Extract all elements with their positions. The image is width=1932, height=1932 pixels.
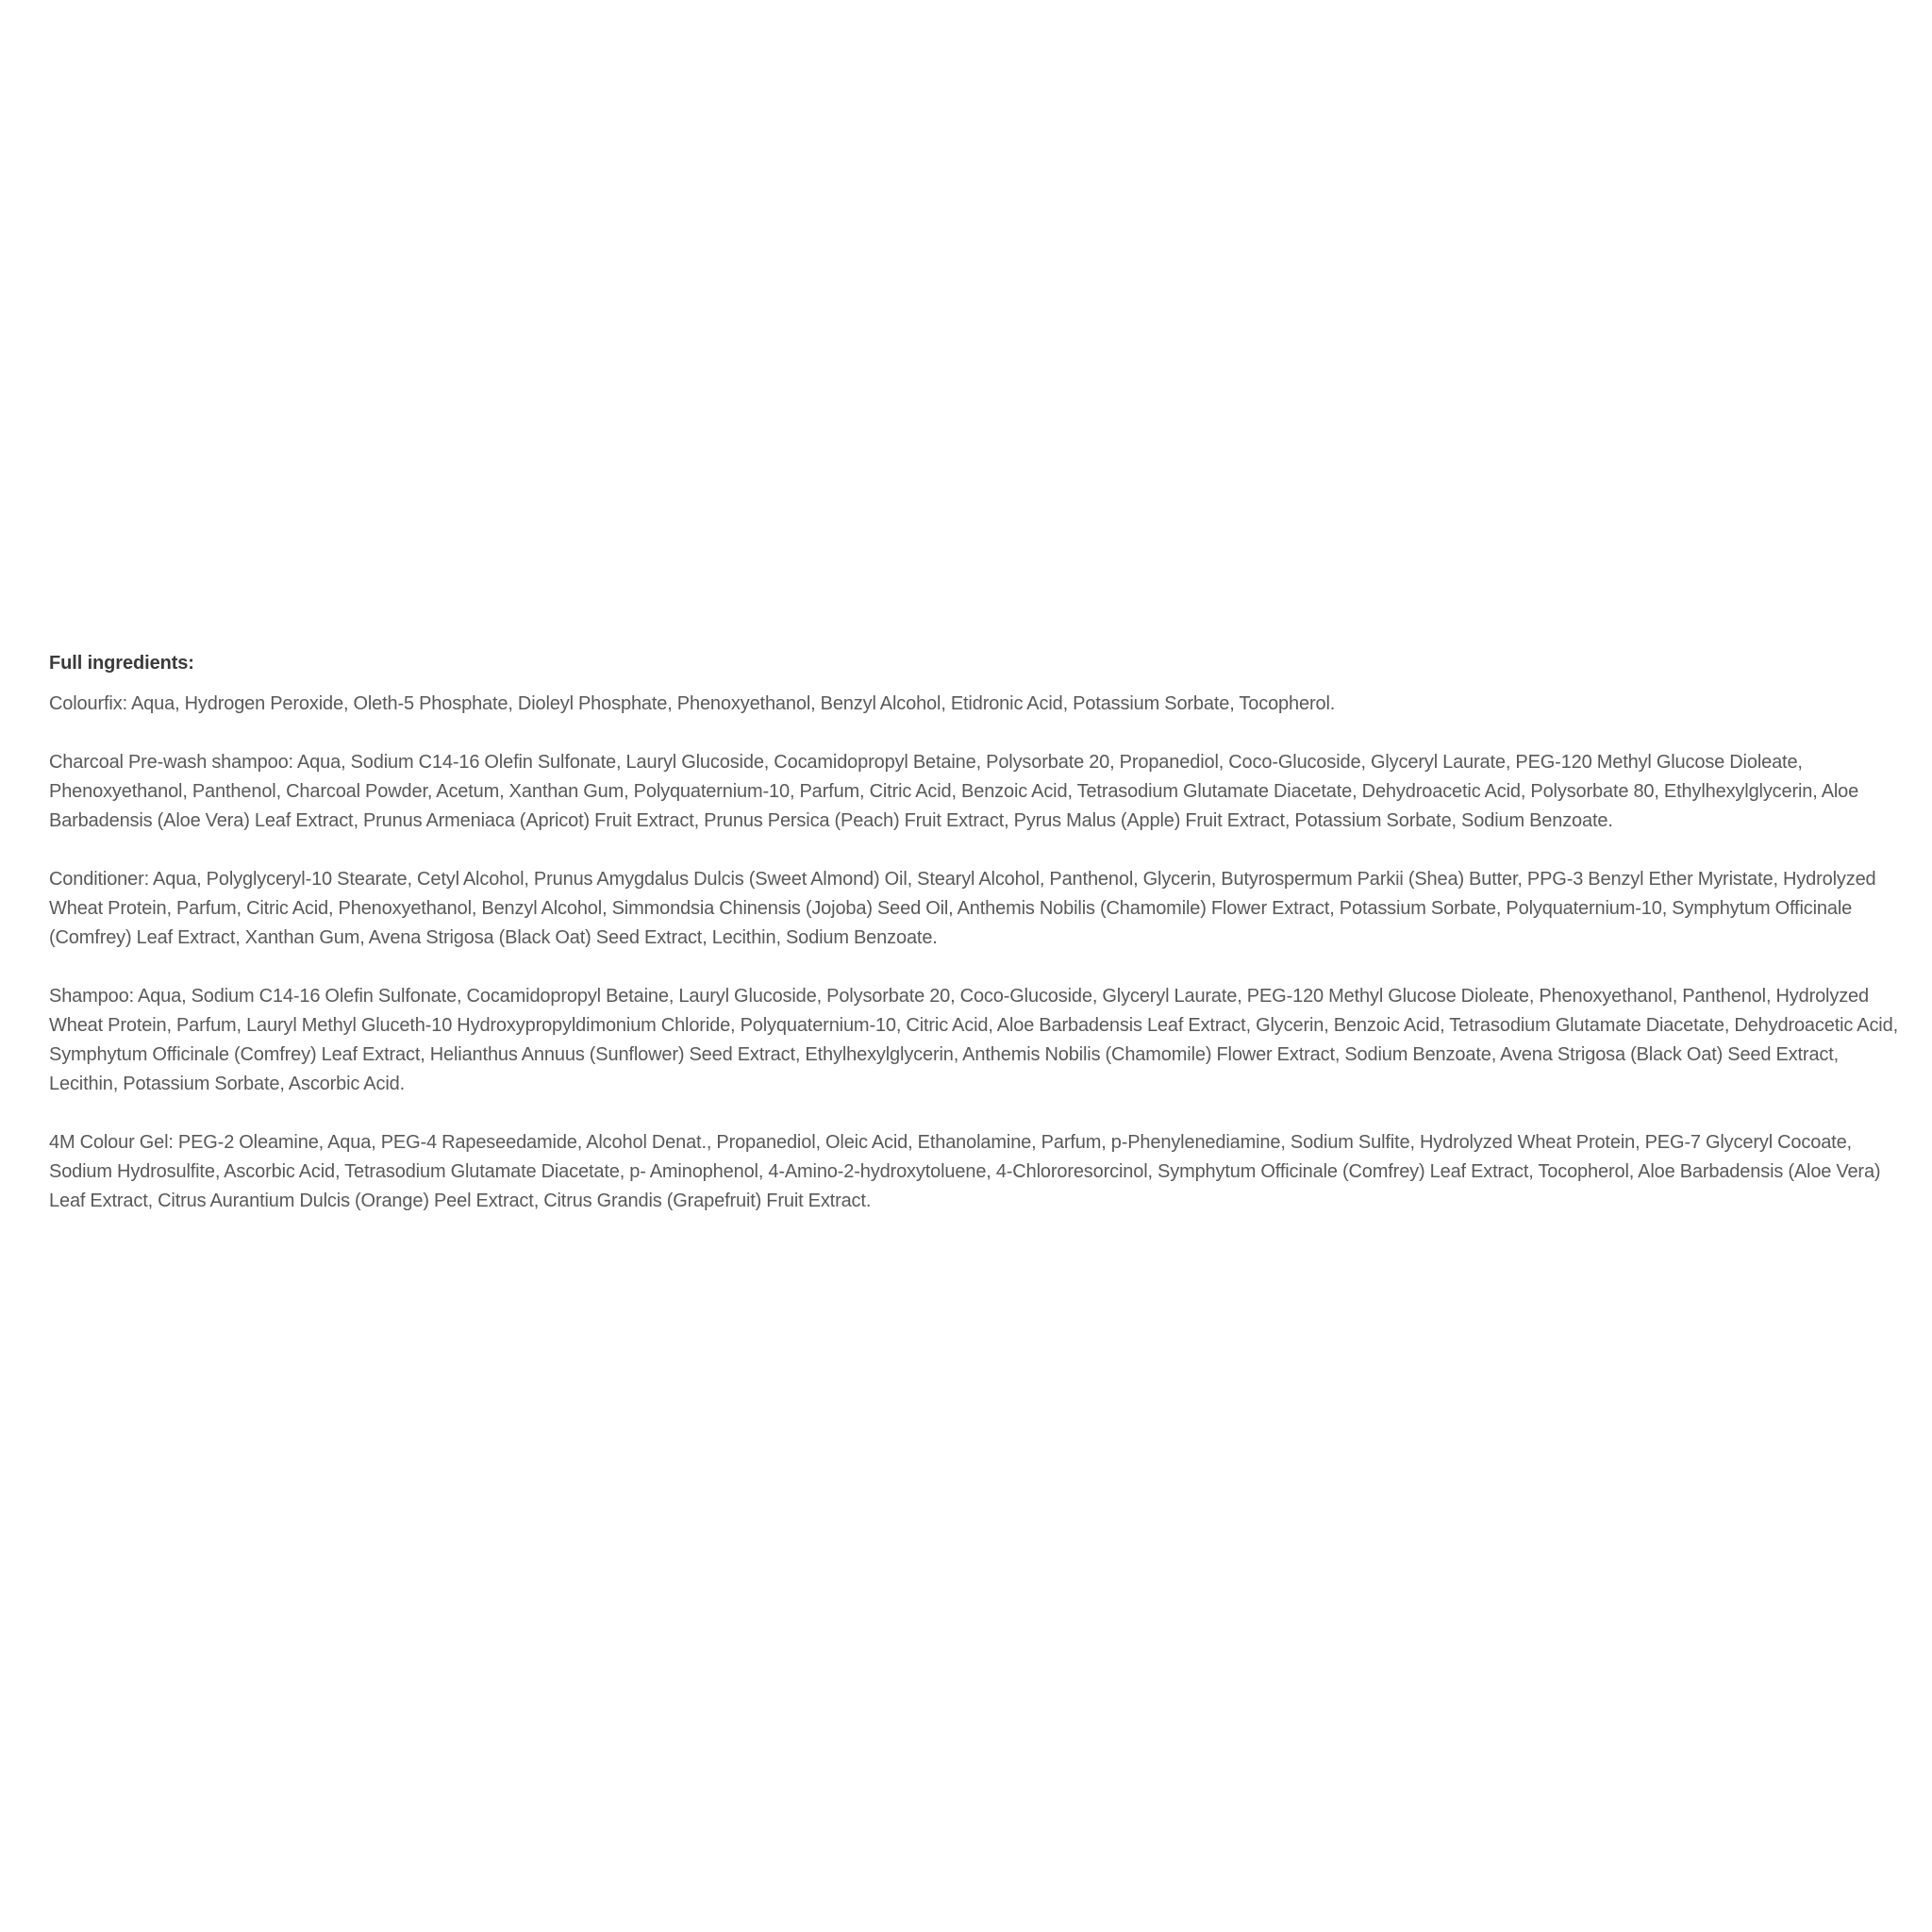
ingredient-entry-charcoal-prewash-shampoo: Charcoal Pre-wash shampoo: Aqua, Sodium C14-16 Olefin Sulfonate, Lauryl Glucoside, Cocamidopropyl Betaine, Polysorbate 20, Propanediol, Coco-Glucoside, Glyceryl Laurate, PEG-120 Methyl Glucose Dioleate, Phenoxyethanol, Panthenol, Charcoal Powder, Acetum, Xanthan Gum, Polyquaternium-10, Parfum, Citric Acid, Benzoic Acid, Tetrasodium Glutamate Diacetate, Dehydroacetic Acid, Polysorbate 80, Ethylhexylglycerin, Aloe Barbadensis (Aloe Vera) Leaf Extract, Prunus Armeniaca (Apricot) Fruit Extract, Prunus Persica (Peach) Fruit Extract, Pyrus Malus (Apple) Fruit Extract, Potassium Sorbate, Sodium Benzoate. <box>49 752 1859 831</box>
ingredients-block <box>49 649 1898 1245</box>
ingredient-entry-shampoo: Shampoo: Aqua, Sodium C14-16 Olefin Sulfonate, Cocamidopropyl Betaine, Lauryl Glucoside, Polysorbate 20, Coco-Glucoside, Glyceryl Laurate, PEG-120 Methyl Glucose Dioleate, Phenoxyethanol, Panthenol, Hydrolyzed Wheat Protein, Parfum, Lauryl Methyl Gluceth-10 Hydroxypropyldimonium Chloride, Polyquaternium-10, Citric Acid, Aloe Barbadensis Leaf Extract, Glycerin, Benzoic Acid, Tetrasodium Glutamate Diacetate, Dehydroacetic Acid, Symphytum Officinale (Comfrey) Leaf Extract, Helianthus Annuus (Sunflower) Seed Extract, Ethylhexylglycerin, Anthemis Nobilis (Chamomile) Flower Extract, Sodium Benzoate, Avena Strigosa (Black Oat) Seed Extract, Lecithin, Potassium Sorbate, Ascorbic Acid. <box>49 986 1898 1094</box>
ingredients-heading: Full ingredients: <box>49 653 194 674</box>
ingredient-entry-conditioner: Conditioner: Aqua, Polyglyceryl-10 Stearate, Cetyl Alcohol, Prunus Amygdalus Dulcis (Sweet Almond) Oil, Stearyl Alcohol, Panthenol, Glycerin, Butyrospermum Parkii (Shea) Butter, PPG-3 Benzyl Ether Myristate, Hydrolyzed Wheat Protein, Parfum, Citric Acid, Phenoxyethanol, Benzyl Alcohol, Simmondsia Chinensis (Jojoba) Seed Oil, Anthemis Nobilis (Chamomile) Flower Extract, Potassium Sorbate, Polyquaternium-10, Symphytum Officinale (Comfrey) Leaf Extract, Xanthan Gum, Avena Strigosa (Black Oat) Seed Extract, Lecithin, Sodium Benzoate. <box>49 869 1876 948</box>
ingredient-entry-4m-colour-gel: 4M Colour Gel: PEG-2 Oleamine, Aqua, PEG-4 Rapeseedamide, Alcohol Denat., Propanediol, Oleic Acid, Ethanolamine, Parfum, p-Phenylenediamine, Sodium Sulfite, Hydrolyzed Wheat Protein, PEG-7 Glyceryl Cocoate, Sodium Hydrosulfite, Ascorbic Acid, Tetrasodium Glutamate Diacetate, p- Aminophenol, 4-Amino-2-hydroxytoluene, 4-Chlororesorcinol, Symphytum Officinale (Comfrey) Leaf Extract, Tocopherol, Aloe Barbadensis (Aloe Vera) Leaf Extract, Citrus Aurantium Dulcis (Orange) Peel Extract, Citrus Grandis (Grapefruit) Fruit Extract. <box>49 1132 1881 1211</box>
ingredient-entry-colourfix: Colourfix: Aqua, Hydrogen Peroxide, Oleth-5 Phosphate, Dioleyl Phosphate, Phenoxyethanol, Benzyl Alcohol, Etidronic Acid, Potassium Sorbate, Tocopherol. <box>49 693 1336 714</box>
